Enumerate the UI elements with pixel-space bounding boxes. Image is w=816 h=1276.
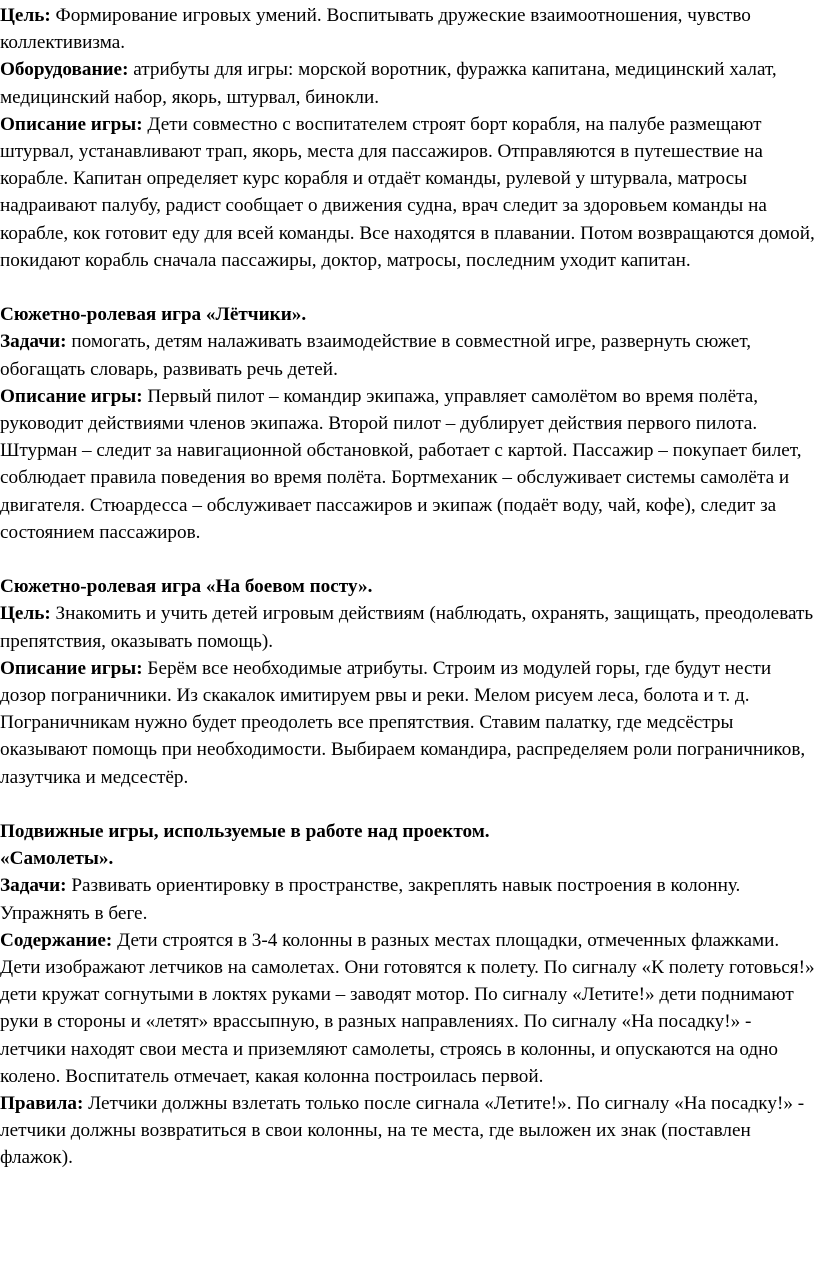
tasks-label: Задачи: (0, 331, 67, 353)
equipment-paragraph (0, 56, 816, 110)
tasks-text: Развивать ориентировку в пространстве, закреплять навык построения в колонну. Упражнять в беге. (0, 875, 741, 924)
blank-line (0, 791, 816, 818)
content-label: Содержание: (0, 929, 113, 951)
goal-paragraph (0, 2, 816, 56)
blank-line (0, 546, 816, 573)
airplanes-game-heading: «Самолеты». (0, 848, 114, 870)
content-text: Дети строятся в 3-4 колонны в разных местах площадки, отмеченных флажками. Дети изображают летчиков на самолетах. Они готовятся к полету. По сигналу «К полету готовься!» дети кружат согнутыми в локтях руками – заводят мотор. По сигналу «Летите!» дети поднимают руки в стороны и «летят» врассыпную, в разных направлениях. По сигналу «На посадку!» - летчики находят свои места и приземляют самолеты, строясь в колонны, и опускаются на одно колено. Воспитатель отмечает, какая колонна построилась первой. (0, 929, 815, 1087)
ship-game-description-paragraph (0, 111, 816, 274)
description-text: Дети совместно с воспитателем строят борт корабля, на палубе размещают штурвал, устанавливают трап, якорь, места для пассажиров. Отправляются в путешествие на корабле. Капитан определяет курс корабля и отдаёт команды, рулевой у штурвала, матросы надраивают палубу, радист сообщает о движения судна, врач следит за здоровьем команды на корабле, кок готовит еду для всей команды. Все находятся в плавании. Потом возвращаются домой, покидают корабль сначала пассажиры, доктор, матросы, последним уходит капитан. (0, 113, 815, 271)
goal-text: Формирование игровых умений. Воспитывать дружеские взаимоотношения, чувство коллективизма. (0, 5, 751, 54)
rules-label: Правила: (0, 1093, 84, 1115)
outdoor-games-heading: Подвижные игры, используемые в работе над проектом. (0, 821, 490, 843)
goal-text: Знакомить и учить детей игровым действиям (наблюдать, охранять, защищать, преодолевать препятствия, оказывать помощь). (0, 603, 814, 652)
description-text: Берём все необходимые атрибуты. Строим из модулей горы, где будут нести дозор пограничники. Из скакалок имитируем рвы и реки. Мелом рисуем леса, болота и т. д. Пограничникам нужно будет преодолеть все препятствия. Ставим палатку, где медсёстры оказывают помощь при необходимости. Выбираем командира, распределяем роли пограничников, лазутчика и медсестёр. (0, 657, 806, 788)
equipment-label: Оборудование: (0, 59, 129, 81)
tasks-text: помогать, детям налаживать взаимодействие в совместной игре, развернуть сюжет, обогащать словарь, развивать речь детей. (0, 331, 752, 380)
border-post-goal-paragraph (0, 600, 816, 654)
blank-line (0, 274, 816, 301)
goal-label: Цель: (0, 5, 51, 26)
description-label: Описание игры: (0, 385, 143, 407)
rules-text: Летчики должны взлетать только после сигнала «Летите!». По сигналу «На посадку!» - летчики должны возвратиться в свои колонны, на те места, где выложен их знак (поставлен флажок). (0, 1093, 805, 1169)
pilots-game-heading: Сюжетно-ролевая игра «Лётчики». (0, 304, 307, 326)
airplanes-tasks-paragraph (0, 872, 816, 926)
description-label: Описание игры: (0, 113, 143, 135)
description-text: Первый пилот – командир экипажа, управляет самолётом во время полёта, руководит действиями членов экипажа. Второй пилот – дублирует действия первого пилота. Штурман – следит за навигационной обстановкой, работает с картой. Пассажир – покупает билет, соблюдает правила поведения во время полёта. Бортмеханик – обслуживает системы самолёта и двигателя. Стюардесса – обслуживает пассажиров и экипаж (подаёт воду, чай, кофе), следит за состоянием пассажиров. (0, 385, 802, 543)
goal-label: Цель: (0, 603, 51, 625)
pilots-tasks-paragraph (0, 328, 816, 382)
pilots-description-paragraph (0, 383, 816, 546)
border-post-game-heading: Сюжетно-ролевая игра «На боевом посту». (0, 576, 373, 598)
airplanes-content-paragraph (0, 927, 816, 1090)
airplanes-rules-paragraph (0, 1090, 816, 1172)
equipment-text: атрибуты для игры: морской воротник, фуражка капитана, медицинский халат, медицинский набор, якорь, штурвал, бинокли. (0, 59, 777, 108)
tasks-label: Задачи: (0, 875, 67, 897)
border-post-description-paragraph (0, 655, 816, 791)
description-label: Описание игры: (0, 657, 143, 679)
